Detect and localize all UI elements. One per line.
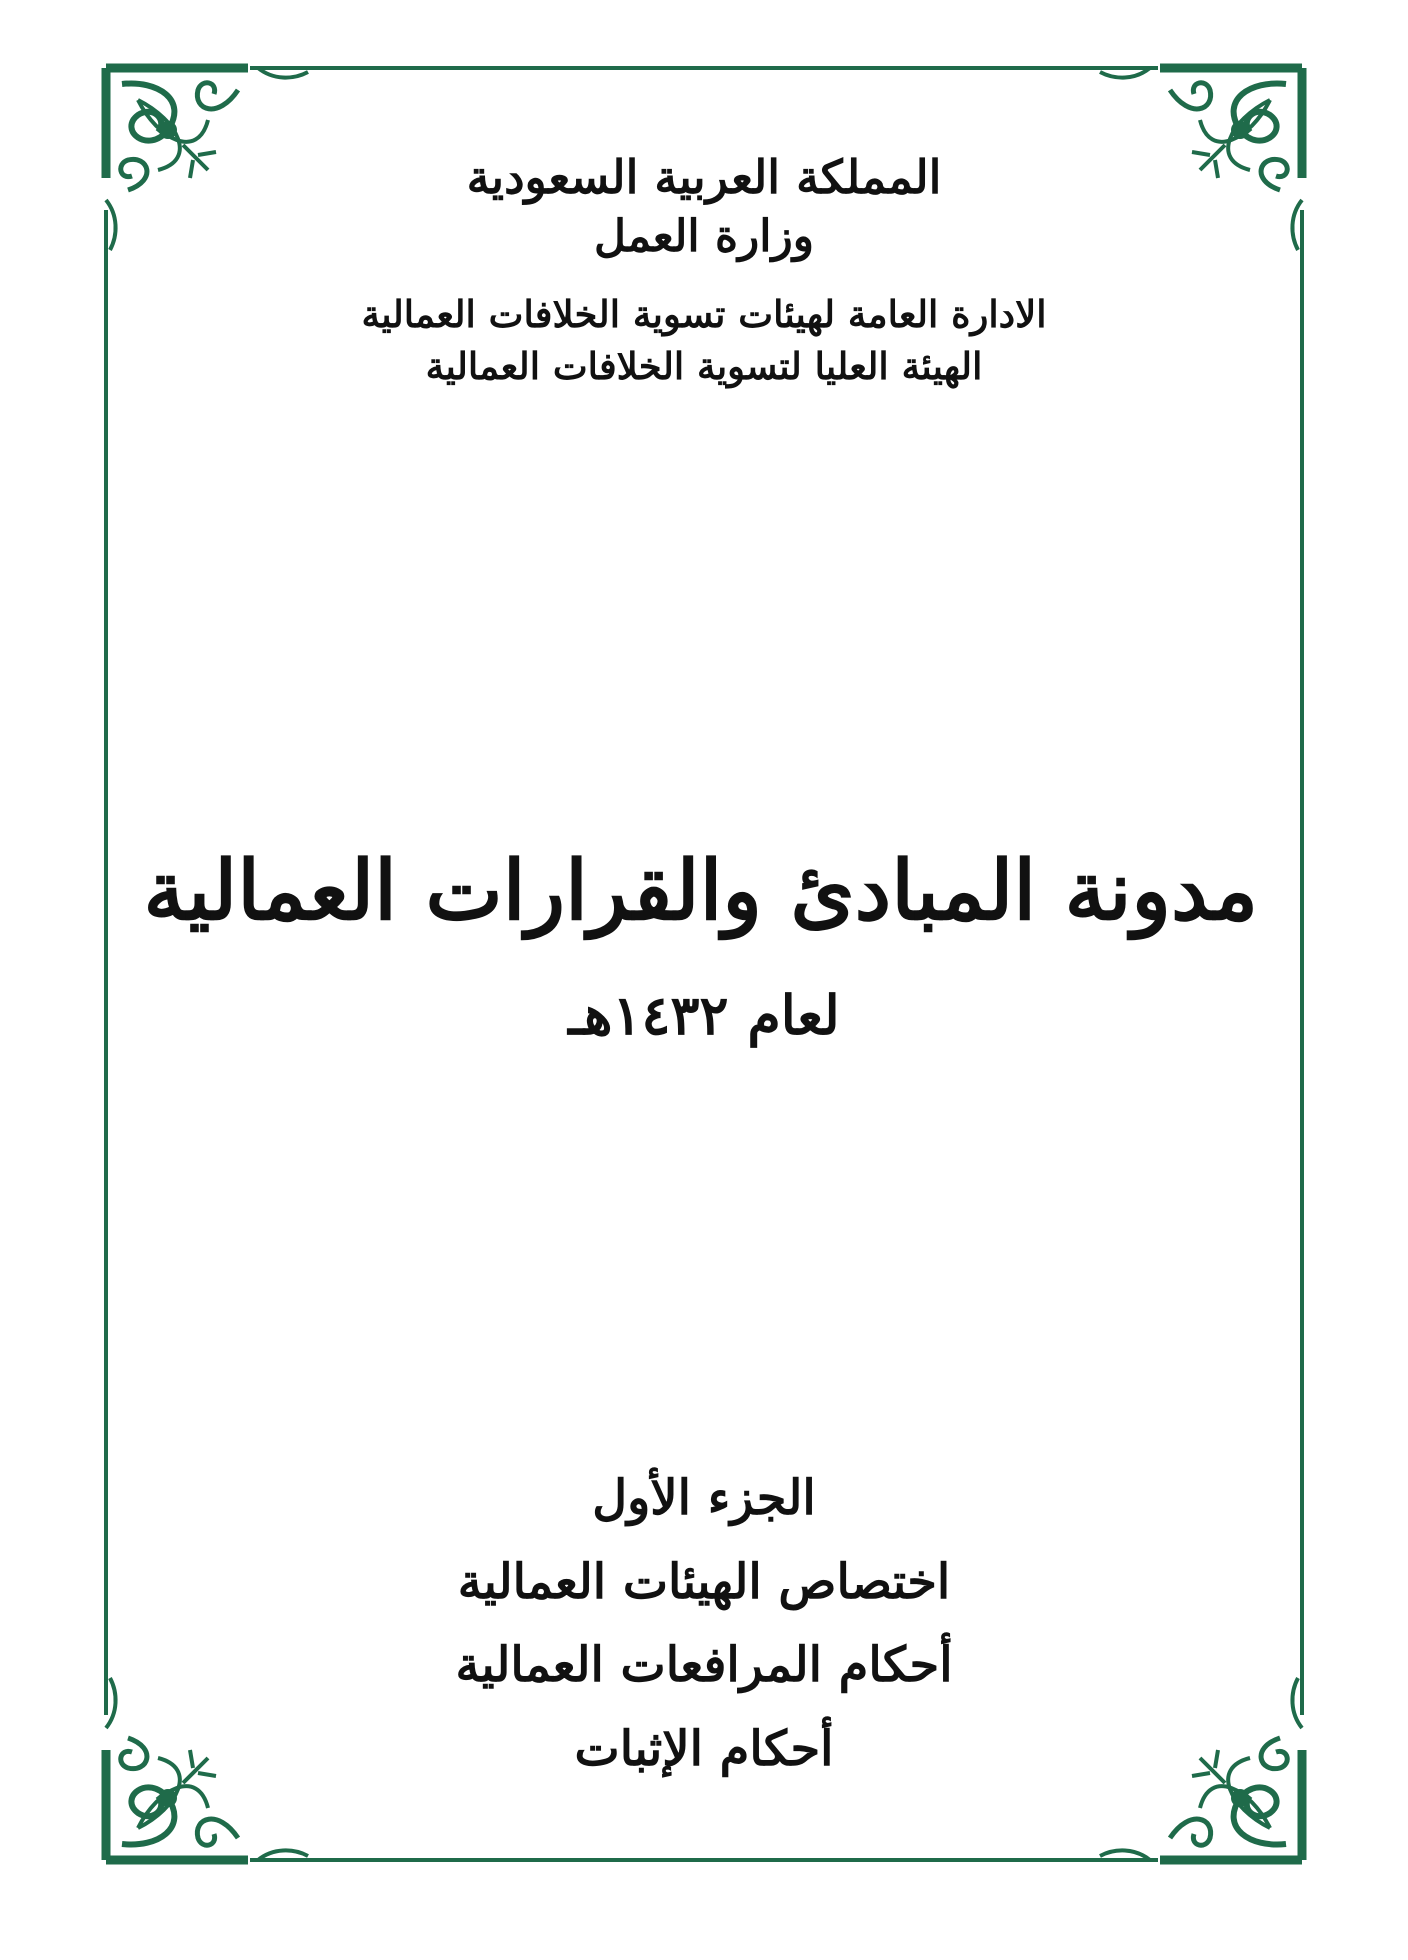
corner-ornament-icon-top-right — [1100, 68, 1302, 250]
general-administration-name: الادارة العامة لهيئات تسوية الخلافات العمالية — [361, 291, 1047, 336]
corner-ornament-icon-bottom-left — [106, 1678, 308, 1860]
corner-ornament-icon-top-left — [106, 68, 308, 250]
part-label: الجزء الأول — [592, 1470, 816, 1526]
contents-block — [300, 1470, 1108, 1804]
contents-item: اختصاص الهيئات العمالية — [457, 1553, 951, 1610]
title-block — [143, 840, 1258, 1047]
high-authority-name: الهيئة العليا لتسوية الخلافات العمالية — [425, 344, 983, 389]
contents-item: أحكام الإثبات — [574, 1720, 834, 1777]
document-title: مدونة المبادئ والقرارات العمالية — [143, 843, 1258, 939]
kingdom-name: المملكة العربية السعودية — [466, 150, 942, 204]
letterhead — [300, 150, 1108, 389]
corner-ornament-icon-bottom-right — [1100, 1678, 1302, 1860]
contents-item: أحكام المرافعات العمالية — [455, 1637, 953, 1694]
ministry-name: وزارة العمل — [594, 211, 814, 263]
document-year: لعام ١٤٣٢هـ — [568, 982, 840, 1047]
